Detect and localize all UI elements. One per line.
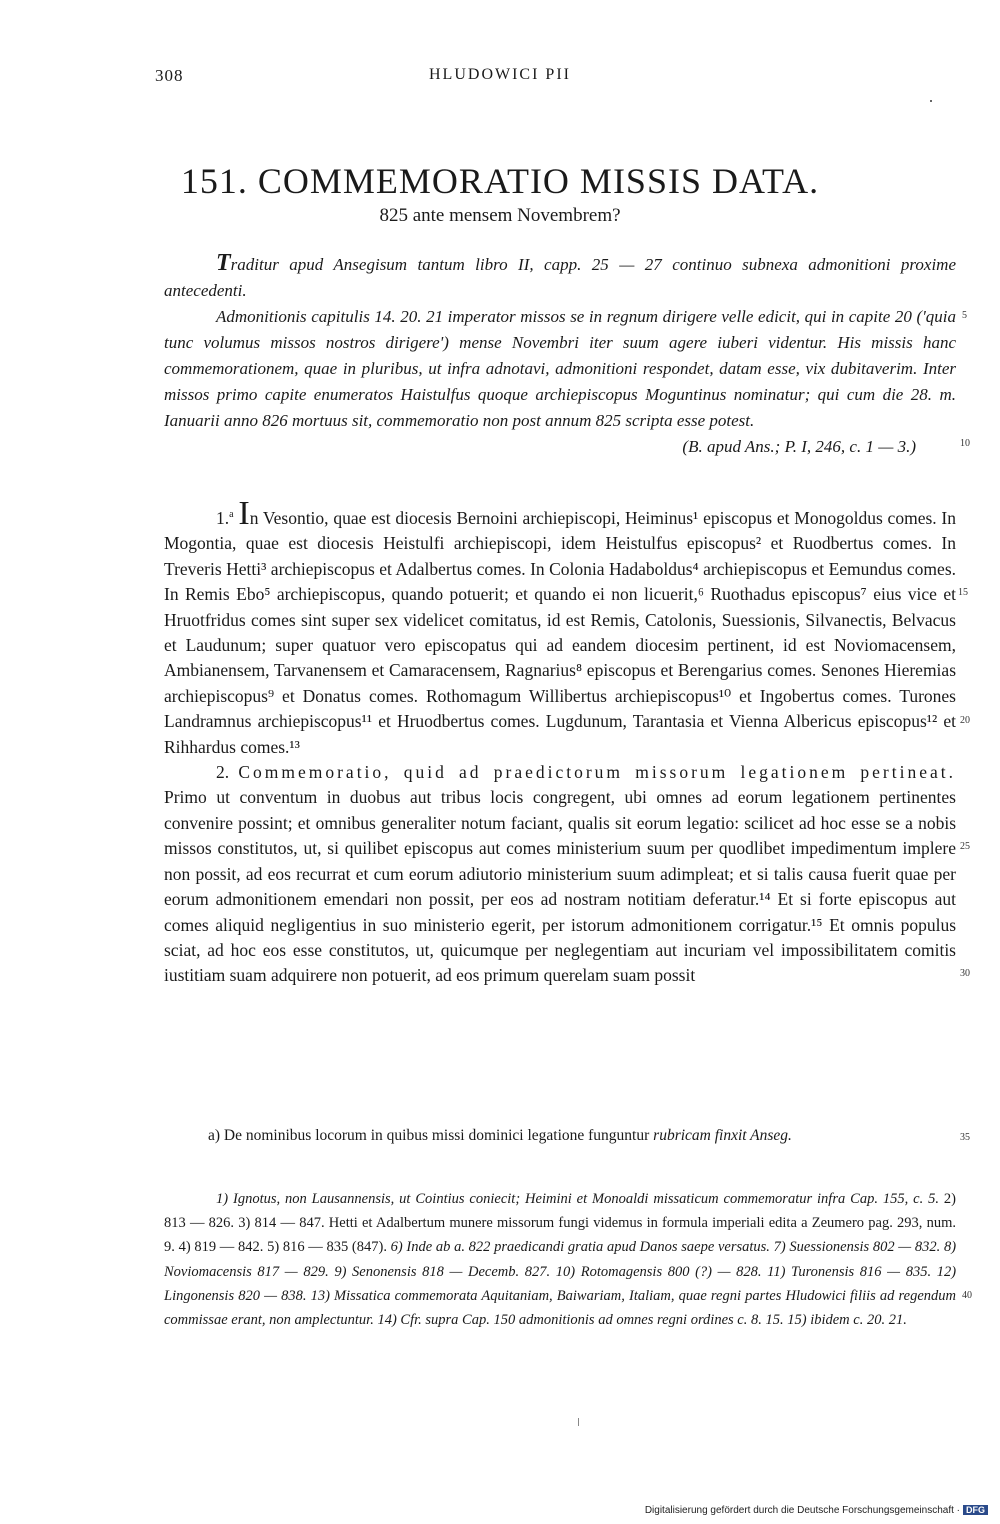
source-reference: (B. apud Ans.; P. I, 246, c. 1 — 3.) [682, 437, 916, 456]
chapter-number: 1. [216, 508, 230, 528]
chapter-1 [164, 495, 957, 760]
footnote-15: 15) ibidem c. 20. 21. [787, 1312, 907, 1329]
footnote-9: 9) Senonensis 818 — Decemb. 827. [334, 1263, 551, 1280]
footnote-10: 10) Rotomagensis 800 (?) — 828. [555, 1263, 762, 1280]
footnote-block [164, 1187, 956, 1332]
line-number: 25 [960, 841, 970, 852]
footnote-4: 4) 819 — 842. [178, 1239, 264, 1256]
footnote-3: 3) 814 — 847. Hetti et Adalbertum munere missorum fungi videmus in formula imperiali edita a Zeumero pag. 293, num. 9. [164, 1215, 957, 1256]
apparatus-note [208, 1127, 792, 1145]
footnote-marker: a [229, 509, 234, 521]
chapter-number: 2. [216, 762, 230, 783]
running-title: HLUDOWICI PII [429, 66, 571, 83]
line-number: 5 [962, 310, 967, 321]
footnote-11: 11) Turonensis 816 — 835. [767, 1263, 932, 1280]
intro-paragraph-1 [164, 250, 956, 304]
apparatus-text: De nominibus locorum in quibus missi dominici legatione funguntur [223, 1127, 650, 1144]
footnote-6: 6) Inde ab a. 822 praedicandi gratia apud Danos saepe versatus. [390, 1239, 770, 1256]
funding-credit [645, 1505, 988, 1516]
chapter-2 [164, 760, 956, 989]
footnote-13: 13) Missatica commemorata Aquitaniam, Baiwariam, Italiam, quae regni partes Hludowici filiis ad regendum commissae erant, non amplectuntur. [164, 1287, 956, 1329]
scan-mark [578, 1418, 579, 1426]
credit-text: Digitalisierung gefördert durch die Deutsche Forschungsgemeinschaft · [644, 1505, 960, 1516]
chapter-heading: Commemoratio, quid ad praedictorum missorum legationem pertineat. [238, 762, 956, 783]
main-text [164, 495, 957, 989]
introduction [164, 250, 956, 460]
footnote-12: 12) Lingonensis 820 — 838. [164, 1263, 957, 1304]
apparatus-label: a) [208, 1127, 221, 1144]
chapter-text: n Vesontio, quae est diocesis Bernoini archiepiscopi, Heiminus¹ episcopus et Monogoldus comes. In Mogontia, quae est diocesis Heistulfi archiepiscopi, idem Heistulfus episcopus² et Ruodbertus comes. In Treveris Hetti³ archiepiscopus et Adalbertus comes. In Colonia Hadaboldus⁴ archiepiscopus et Eemundus comes. In Remis Ebo⁵ archiepiscopus, quando potuerit; et quando ei non licuerit,⁶ Ruothadus episcopus⁷ eius vice et Hruotfridus comes sint super sex videlicet comitatus, id est Remis, Catolonis, Suessionis, Silvanectis, Belvacus et Laudunum; super quatuor vero episcopatus qui ad eandem diocesim pertinent, id est Noviomacensem, Ambianensem, Tarvanensem et Camaracensem, Ragnarius⁸ episcopus et Berengarius comes. Senones Hieremias archiepiscopus⁹ et Donatus comes. Rothomagum Willibertus archiepiscopus¹⁰ et Ingobertus comes. Turones Landramnus archiepiscopus¹¹ et Hruodbertus comes. Lugdunum, Tarantasia et Vienna Albericus episcopus¹² et Rihhardus comes.¹³ [164, 508, 957, 757]
intro-paragraph-2: Admonitionis capitulis 14. 20. 21 imperator missos se in regnum dirigere velle edicit, qui in capite 20 ('quia tunc volumus missos nostros dirigere') mense Novembri iter suum agere iuberi videntur. His missis hanc commemorationem, quae in pluribus, ut infra adnotavi, admonitioni respondet, datam esse, vix dubitaverim. Inter missos primo capite enumeratos Haistulfus quoque archiepiscopus Moguntinus nominatur; qui cum die 28. m. Ianuarii anno 826 mortuus sit, commemoratio non post annum 825 scripta esse potest. [164, 307, 956, 430]
chapter-text: Primo ut conventum in duobus aut tribus locis congregent, ubi omnes ad eorum legationem pertinentes convenire possint; et omnibus generaliter notum faciant, qualis sit eorum legatio: scilicet ad hoc esse se a nobis missos constitutos, ut, si quilibet episcopus aut comes ministerium suum per quodlibet impedimentum implere non possit, ad eos recurrat et cum eorum adiutorio ministerium suum adimpleat; et si talis causa fuerit quae per eorum admonitionem emendari non possit, per eos ad nostram notitiam deferatur.¹⁴ Et si forte episcopus aut comes aliquid negligentius in suo ministerio egerit, per istorum admonitionem corrigatur.¹⁵ Et omnis populus sciat, ad hoc eos esse constitutos, ut, quicumque per neglegentiam aut incuriam vel impossibilitatem comitis iustitiam suam adquirere non potuerit, ad eos primum querelam suam possit [164, 787, 956, 986]
line-number: 10 [960, 438, 970, 449]
footnote-2: 2) 813 — 826. [164, 1191, 956, 1232]
line-number: 15 [958, 587, 968, 598]
page-number: 308 [155, 66, 184, 85]
line-number: 35 [960, 1132, 970, 1143]
line-number: 30 [960, 968, 970, 979]
document-subtitle: 825 ante mensem Novembrem? [379, 205, 621, 226]
drop-initial: T [216, 250, 231, 276]
dfg-logo-icon: DFG [963, 1505, 988, 1515]
footnote-1: 1) Ignotus, non Lausannensis, ut Cointius coniecit; Heimini et Monoaldi missaticum commemoratur infra Cap. 155, c. 5. [216, 1191, 939, 1207]
scan-mark [930, 100, 932, 102]
footnote-8: 8) Noviomacensis 817 — 829. [164, 1239, 957, 1280]
footnotes [164, 1187, 956, 1332]
line-number: 20 [960, 715, 970, 726]
drop-initial: I [238, 495, 250, 532]
footnote-5: 5) 816 — 835 (847). [267, 1239, 387, 1256]
intro-text-1: raditur apud Ansegisum tantum libro II, capp. 25 — 27 continuo subnexa admonitioni proxime antecedenti. [164, 255, 956, 300]
footnote-7: 7) Suessionensis 802 — 832. [773, 1239, 941, 1256]
footnote-14: 14) Cfr. supra Cap. 150 admonitionis ad omnes regni ordines c. 8. 15. [377, 1312, 784, 1329]
apparatus-italic: rubricam finxit Anseg. [653, 1127, 792, 1144]
document-title: 151. COMMEMORATIO MISSIS DATA. [180, 161, 820, 201]
line-number: 40 [962, 1290, 972, 1301]
